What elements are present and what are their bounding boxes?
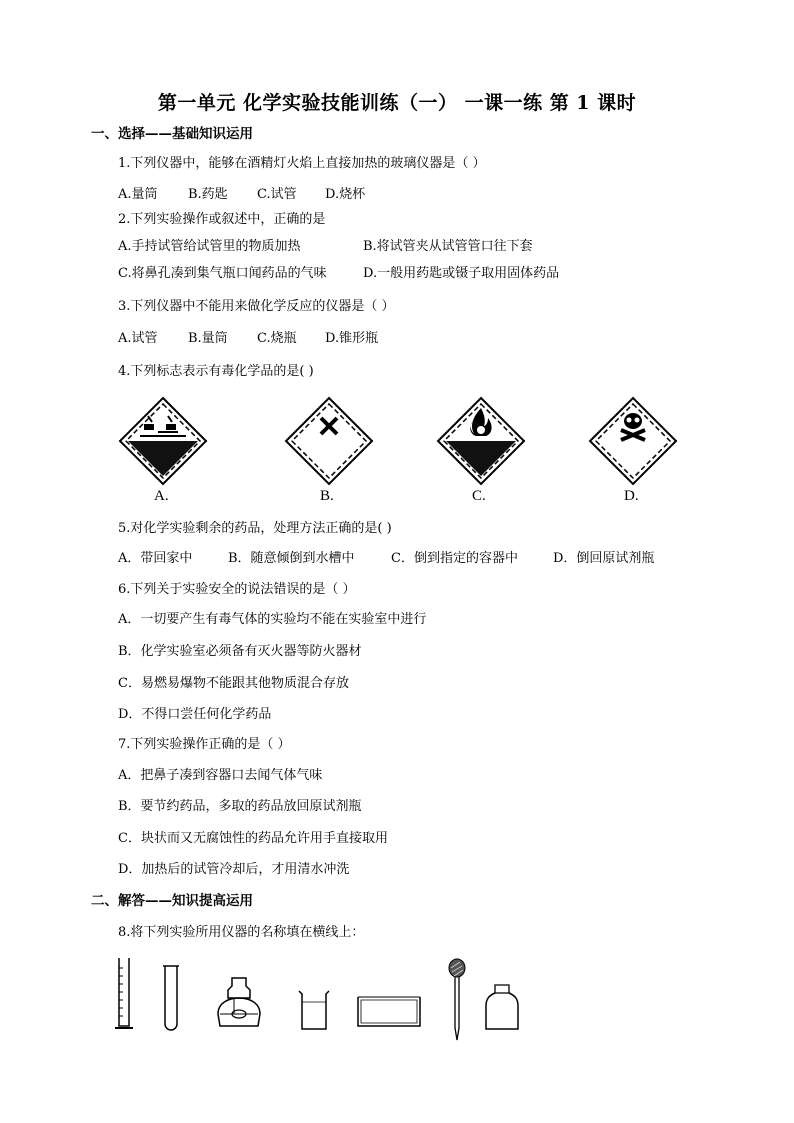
- flammable-sign-icon: [436, 396, 526, 486]
- reagent-bottle-icon: [482, 982, 522, 1032]
- alcohol-lamp-icon: [210, 974, 268, 1032]
- q5-option-b: B．随意倾倒到水槽中: [228, 551, 355, 566]
- question-4-stem: 4.下列标志表示有毒化学品的是( ): [118, 364, 314, 379]
- q5-option-c: C．倒到指定的容器中: [391, 551, 518, 566]
- q5-option-a: A．带回家中: [118, 551, 193, 566]
- question-6-stem: 6.下列关于实验安全的说法错误的是（ ）: [118, 582, 356, 597]
- beaker-icon: [296, 988, 332, 1032]
- q7-option-b: B．要节约药品，多取的药品放回原试剂瓶: [118, 799, 362, 814]
- q3-option-b: B.量筒: [188, 331, 228, 346]
- question-3-stem: 3.下列仪器中不能用来做化学反应的仪器是（ ）: [118, 299, 395, 314]
- q3-option-a: A.试管: [118, 331, 158, 346]
- q2-option-b: B.将试管夹从试管管口往下套: [363, 239, 533, 254]
- q6-option-c: C．易燃易爆物不能跟其他物质混合存放: [118, 676, 349, 691]
- q1-option-d: D.烧杯: [325, 187, 366, 202]
- page-title: 第一单元 化学实验技能训练（一） 一课一练 第 1 课时: [157, 92, 637, 114]
- q3-option-d: D.锥形瓶: [325, 331, 379, 346]
- q1-option-b: B.药匙: [188, 187, 228, 202]
- q6-option-b: B．化学实验室必须备有灭火器等防火器材: [118, 644, 362, 659]
- toxic-sign-icon: [588, 396, 678, 486]
- sign-label-b: B.: [320, 488, 334, 504]
- q1-option-c: C.试管: [257, 187, 297, 202]
- q7-option-d: D．加热后的试管冷却后，才用清水冲洗: [118, 862, 350, 877]
- q7-option-a: A．把鼻子凑到容器口去闻气体气味: [118, 768, 323, 783]
- sign-label-d: D.: [624, 488, 639, 504]
- question-5-stem: 5.对化学实验剩余的药品，处理方法正确的是( ): [118, 521, 392, 536]
- sign-label-a: A.: [154, 488, 169, 504]
- corrosive-sign-icon: [118, 396, 208, 486]
- q1-option-a: A.量筒: [118, 187, 158, 202]
- q7-option-c: C．块状而又无腐蚀性的药品允许用手直接取用: [118, 831, 388, 846]
- question-8-stem: 8.将下列实验所用仪器的名称填在横线上：: [118, 925, 365, 940]
- sign-label-c: C.: [472, 488, 486, 504]
- q2-option-c: C.将鼻孔凑到集气瓶口闻药品的气味: [118, 266, 327, 281]
- q2-option-d: D.一般用药匙或镊子取用固体药品: [363, 266, 560, 281]
- graduated-cylinder-icon: [112, 956, 136, 1032]
- q6-option-d: D．不得口尝任何化学药品: [118, 707, 272, 722]
- question-1-stem: 1.下列仪器中，能够在酒精灯火焰上直接加热的玻璃仪器是（ ）: [118, 156, 486, 171]
- q6-option-a: A．一切要产生有毒气体的实验均不能在实验室中进行: [118, 612, 427, 627]
- section-heading-choice: 一、选择——基础知识运用: [91, 126, 253, 142]
- q5-option-d: D．倒回原试剂瓶: [553, 551, 655, 566]
- test-tube-icon: [160, 964, 182, 1034]
- dropper-icon: [444, 958, 470, 1044]
- trough-icon: [355, 994, 423, 1030]
- question-2-stem: 2.下列实验操作或叙述中，正确的是: [118, 212, 326, 227]
- harmful-sign-icon: [284, 396, 374, 486]
- section-heading-answer: 二、解答——知识提高运用: [91, 893, 253, 909]
- q3-option-c: C.烧瓶: [257, 331, 297, 346]
- question-7-stem: 7.下列实验操作正确的是（ ）: [118, 737, 291, 752]
- q2-option-a: A.手持试管给试管里的物质加热: [118, 239, 301, 254]
